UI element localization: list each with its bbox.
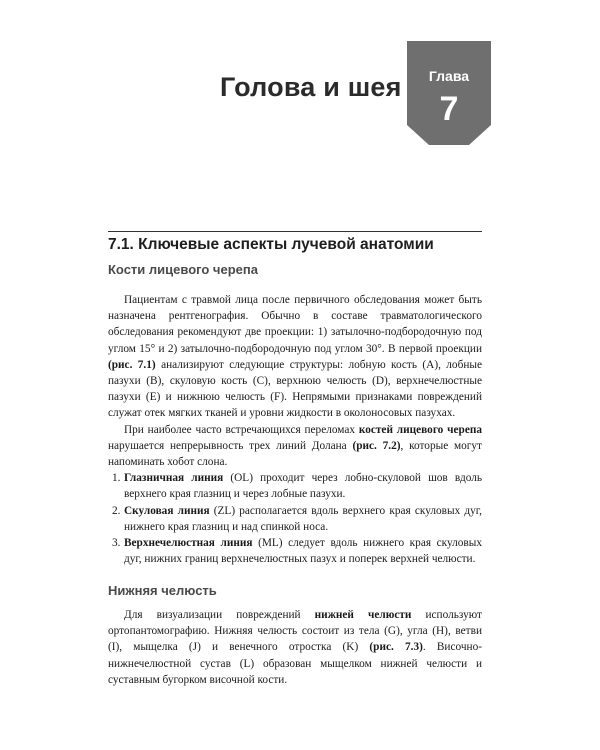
text-run: (ML) следует вдоль нижнего края скуловых дуг, нижних границ верхнечелюстных пазух и поперек верхней челюсти. [124,537,482,566]
paragraph [108,607,482,688]
list-number: 3. [112,537,121,550]
mandible-text [108,607,482,688]
list-item [108,503,482,535]
bold-term: нижней челюсти [314,609,412,621]
dolan-lines-list [108,470,482,567]
text-run: анализируют следующие структуры: лобную кость (A), лобные пазухи (B), скуловую кость (C), верхнюю челюсть (D), верхнечелюстные пазухи (E) и нижнюю челюсть (F). Непрямыми признаками повреждений служат отек мягких тканей и уровни жидкости в околоносовых пазухах. [108,358,482,420]
paragraph [108,422,482,471]
subsection-title-facial-bones: Кости лицевого черепа [108,262,258,277]
text-run: используют ортопантомографию. Нижняя челюсть состоит из тела (G), угла (H), ветви (I), мыщелка (J) и венечного отростка (K) [108,609,482,654]
list-number: 2. [112,504,121,517]
text-run: При наиболее часто встречающихся переломах [124,423,359,436]
text-run: Для визуализации повреждений [124,609,315,621]
text-run: . Височно-нижнечелюстной сустав (L) образован мыщелком нижней челюсти и суставным бугорком височной кости. [108,641,482,686]
text-run: (ZL) располагается вдоль верхнего края скуловых дуг, нижнего края глазниц и над спинкой носа. [124,504,482,533]
section-title: 7.1. Ключевые аспекты лучевой анатомии [108,236,434,253]
subsection-title-mandible: Нижняя челюсть [108,583,217,598]
chapter-badge-label: Глава [428,68,470,84]
text-run: нарушается непрерывность трех линий Долана [108,439,353,452]
chapter-title: Голова и шея [220,72,402,102]
facial-bones-text [108,292,482,567]
chapter-badge-number: 7 [439,90,459,128]
bold-term: Верхнечелюстная линия [124,537,253,550]
list-number: 1. [112,472,121,485]
paragraph [108,292,482,422]
section-rule [108,231,482,232]
figure-ref: (рис. 7.1) [108,358,156,371]
text-run: (OL) проходит через лобно-скуловой шов вдоль верхнего края глазниц и через лобные пазухи. [124,472,482,501]
text-run: , которые могут напоминать хобот слона. [108,439,482,469]
list-item [108,535,482,567]
bold-term: Глазничная линия [124,472,224,485]
text-run: Пациентам с травмой лица после первичного обследования может быть назначена рентгенография. Обычно в составе травматологического обследования рекомендуют две проекции: 1) затылочно-подбородочную под углом 15° и 2) затылочно-подбородочную под углом 30°. В первой проекции [108,294,482,355]
bold-term: костей лицевого черепа [358,423,482,436]
list-item [108,470,482,502]
figure-ref: (рис. 7.3) [369,641,423,654]
bold-term: Скуловая линия [124,504,210,517]
figure-ref: (рис. 7.2) [352,439,401,452]
chapter-badge [407,41,491,145]
